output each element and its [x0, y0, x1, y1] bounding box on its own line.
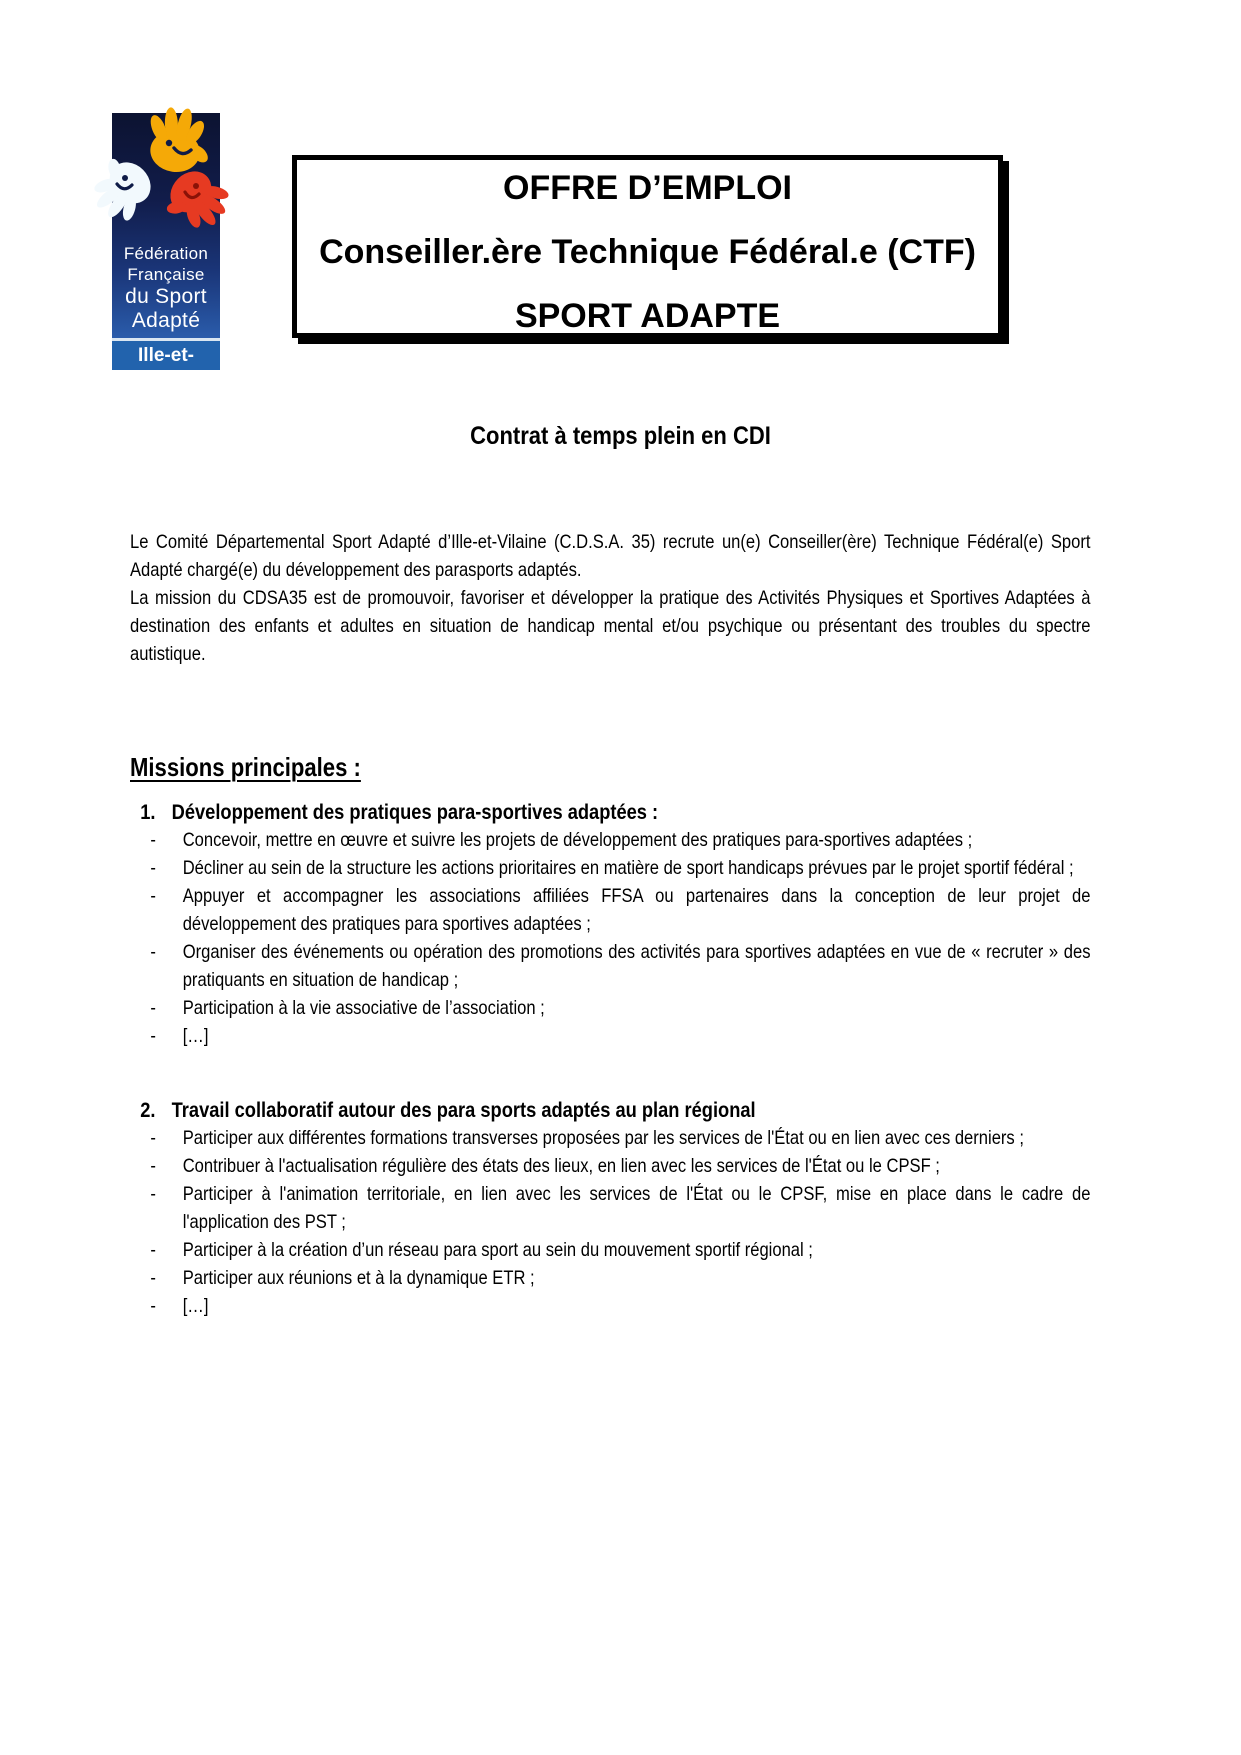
mission-section-2: [130, 1096, 1091, 1320]
mission-section-2-items: [130, 1124, 1091, 1320]
bullet-dash: -: [150, 1239, 156, 1261]
mission-item-text: Participer à l'animation territoriale, en lien avec les services de l'État ou le CPSF, mise en place dans le cadre de l'application des PST ;: [182, 1183, 1091, 1233]
mission-item-text: […]: [182, 1025, 209, 1047]
bullet-dash: -: [150, 1127, 156, 1149]
federation-name-line: Fédération: [123, 244, 209, 263]
mission-item-text: Appuyer et accompagner les associations affiliées FFSA ou partenaires dans la conception de leur projet de développement des pratiques para sportives adaptées ;: [182, 885, 1091, 935]
bullet-dash: -: [150, 941, 156, 963]
mission-item: [130, 1180, 1091, 1236]
bullet-dash: -: [150, 857, 156, 879]
mission-item: [130, 826, 1091, 854]
bullet-dash: -: [150, 1183, 156, 1205]
mission-item: [130, 1292, 1091, 1320]
hands-faces-illustration: [92, 113, 240, 248]
title-offer-line: OFFRE D’EMPLOI: [503, 169, 792, 207]
section-title-text: Travail collaboratif autour des para sports adaptés au plan régional: [171, 1098, 756, 1122]
mission-item: [130, 994, 1091, 1022]
mission-item-text: […]: [182, 1295, 209, 1317]
section-number: 1.: [140, 800, 156, 824]
federation-name-line: Adapté: [131, 309, 201, 332]
mission-section-1-items: [130, 826, 1091, 1050]
mission-item: [130, 1264, 1091, 1292]
federation-name-line: Française: [127, 265, 205, 284]
bullet-dash: -: [150, 997, 156, 1019]
mission-item-text: Concevoir, mettre en œuvre et suivre les projets de développement des pratiques para-sportives adaptées ;: [182, 829, 973, 851]
mission-section-2-title: [130, 1096, 1091, 1124]
missions-heading: Missions principales :: [130, 752, 361, 782]
bullet-dash: -: [150, 1025, 156, 1047]
section-number: 2.: [140, 1098, 156, 1122]
white-hand: [79, 147, 164, 232]
mission-section-1: [130, 798, 1091, 1050]
mission-item: [130, 1022, 1091, 1050]
intro-paragraph-2: La mission du CDSA35 est de promouvoir, favoriser et développer la pratique des Activités Physiques et Sportives Adaptées à destination des enfants et adultes en situation de handicap mental et/ou psychique ou présentant des troubles du spectre autistique.: [130, 587, 1091, 665]
bullet-dash: -: [150, 1267, 156, 1289]
yellow-hand: [140, 103, 217, 177]
ffsa-logo: [112, 113, 220, 395]
mission-item: [130, 938, 1091, 994]
mission-item-text: Contribuer à l'actualisation régulière des états des lieux, en lien avec les services de l'État ou le CPSF ;: [182, 1155, 940, 1177]
mission-item: [130, 882, 1091, 938]
intro-paragraph-1: Le Comité Départemental Sport Adapté d’Ille-et-Vilaine (C.D.S.A. 35) recrute un(e) Conseiller(ère) Technique Fédéral(e) Sport Adapté chargé(e) du développement des parasports adaptés.: [130, 531, 1091, 581]
bullet-dash: -: [150, 1295, 156, 1317]
red-hand: [155, 158, 240, 243]
document-body: [130, 528, 1091, 1320]
mission-item: [130, 1236, 1091, 1264]
contract-subtitle: Contrat à temps plein en CDI: [470, 422, 771, 450]
bullet-dash: -: [150, 1155, 156, 1177]
mission-item-text: Décliner au sein de la structure les actions prioritaires en matière de sport handicaps prévues par le projet sportif fédéral ;: [182, 857, 1074, 879]
ffsa-logo-main: [112, 113, 220, 338]
mission-item-text: Participer aux différentes formations transverses proposées par les services de l'État ou en lien avec ces derniers ;: [182, 1127, 1024, 1149]
job-offer-title-box: [292, 155, 1003, 338]
mission-item-text: Participer à la création d’un réseau para sport au sein du mouvement sportif régional ;: [182, 1239, 813, 1261]
mission-item: [130, 1152, 1091, 1180]
title-position-line: Conseiller.ère Technique Fédéral.e (CTF): [319, 233, 976, 271]
mission-section-1-title: [130, 798, 1091, 826]
logo-region-banner: Ille-et-Vilaine: [112, 341, 220, 370]
mission-item-text: Organiser des événements ou opération des promotions des activités para sportives adaptées en vue de « recruter » des pratiquants en situation de handicap ;: [182, 941, 1091, 991]
federation-name: [108, 243, 224, 333]
federation-name-line: du Sport: [125, 285, 207, 308]
bullet-dash: -: [150, 885, 156, 907]
mission-item: [130, 854, 1091, 882]
mission-item-text: Participation à la vie associative de l’association ;: [182, 997, 545, 1019]
mission-item: [130, 1124, 1091, 1152]
mission-item-text: Participer aux réunions et à la dynamique ETR ;: [182, 1267, 535, 1289]
title-sport-line: SPORT ADAPTE: [514, 297, 781, 335]
section-title-text: Développement des pratiques para-sportives adaptées :: [171, 800, 659, 824]
bullet-dash: -: [150, 829, 156, 851]
